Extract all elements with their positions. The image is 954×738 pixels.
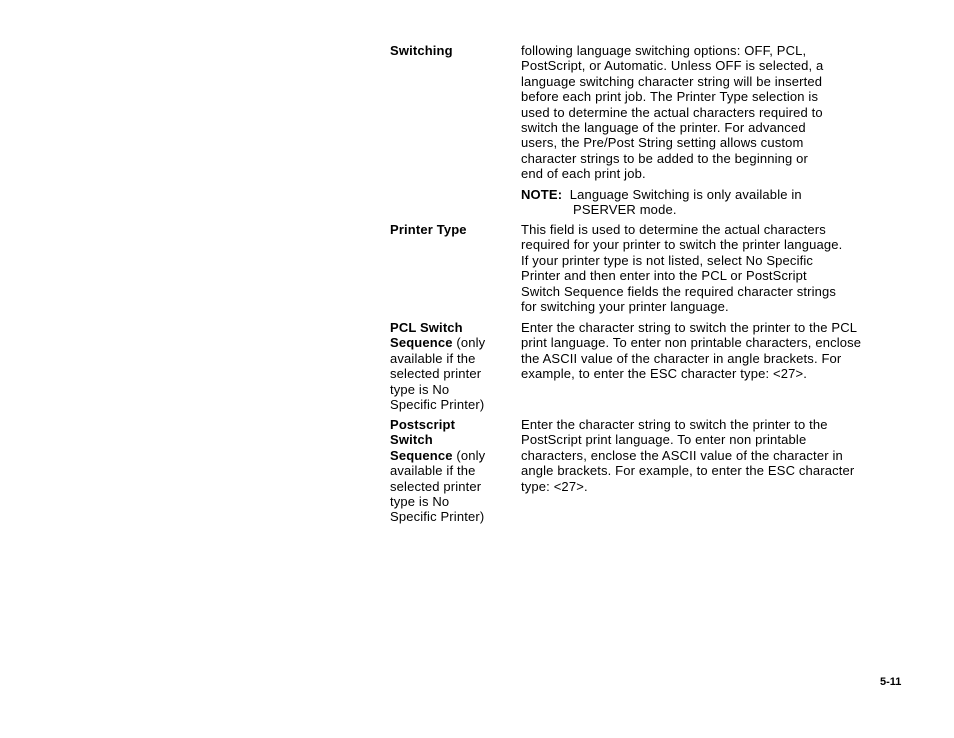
term-line: type is No: [390, 494, 450, 510]
desc-postscript-switch-sequence: [521, 417, 914, 494]
desc-line: users, the Pre/Post String setting allows custom: [521, 135, 804, 151]
term-pcl-switch-sequence: [390, 320, 508, 412]
term-line: [390, 417, 508, 432]
desc-line: before each print job. The Printer Type selection is: [521, 89, 819, 105]
note-line: [521, 187, 914, 202]
desc-line: type: <27>.: [521, 478, 588, 494]
desc-line: Printer and then enter into the PCL or PostScript: [521, 268, 807, 284]
desc-line: PostScript, or Automatic. Unless OFF is selected, a: [521, 58, 824, 74]
term-qualifier: (only: [452, 335, 486, 351]
term-line: selected printer: [390, 478, 482, 494]
desc-line: If your printer type is not listed, select No Specific: [521, 252, 814, 268]
note-switching: [521, 187, 914, 218]
term-label: Printer Type: [390, 222, 467, 237]
desc-line: PostScript print language. To enter non printable: [521, 432, 807, 448]
desc-line: example, to enter the ESC character type: <27>.: [521, 366, 807, 382]
term-printer-type: [390, 222, 508, 237]
desc-line: characters, enclose the ASCII value of the character in: [521, 447, 843, 463]
desc-printer-type: [521, 222, 914, 314]
desc-line: switch the language of the printer. For advanced: [521, 120, 806, 136]
term-line: Specific Printer): [390, 509, 485, 525]
term-label: Switch: [390, 432, 433, 448]
desc-line: This field is used to determine the actual characters: [521, 222, 826, 237]
desc-line: required for your printer to switch the printer language.: [521, 237, 843, 253]
desc-pcl-switch-sequence: [521, 320, 914, 382]
term-postscript-switch-sequence: [390, 417, 508, 525]
term-label: PCL Switch: [390, 320, 463, 335]
desc-line: character strings to be added to the beginning or: [521, 150, 809, 166]
desc-line: Enter the character string to switch the printer to the PCL: [521, 320, 858, 335]
term-line: [390, 448, 508, 463]
desc-line: end of each print job.: [521, 166, 646, 182]
desc-line: language switching character string will be inserted: [521, 73, 823, 89]
term-line: available if the: [390, 350, 476, 366]
term-switching: [390, 43, 508, 58]
term-line: [390, 335, 508, 350]
term-line: [390, 320, 508, 335]
term-label: Sequence: [390, 447, 453, 463]
term-label: Switching: [390, 43, 453, 58]
desc-line: print language. To enter non printable characters, enclose: [521, 335, 862, 351]
desc-line: the ASCII value of the character in angle brackets. For: [521, 350, 842, 366]
term-label: Sequence: [390, 335, 453, 351]
desc-switching: [521, 43, 914, 182]
term-qualifier: (only: [452, 447, 486, 463]
desc-line: Enter the character string to switch the printer to the: [521, 417, 828, 432]
desc-line: for switching your printer language.: [521, 299, 729, 315]
desc-line: Switch Sequence fields the required character strings: [521, 283, 837, 299]
note-label: NOTE:: [521, 187, 563, 202]
page-number: 5-11: [880, 676, 902, 688]
term-line: type is No: [390, 381, 450, 397]
term-line: Specific Printer): [390, 397, 485, 413]
note-text: Language Switching is only available in: [569, 187, 802, 202]
term-label: Postscript: [390, 417, 456, 432]
desc-line: following language switching options: OFF, PCL,: [521, 43, 807, 58]
note-text: PSERVER mode.: [573, 202, 677, 218]
desc-line: used to determine the actual characters required to: [521, 104, 823, 120]
term-line: [390, 432, 508, 447]
term-line: selected printer: [390, 366, 482, 382]
term-line: available if the: [390, 463, 476, 479]
desc-line: angle brackets. For example, to enter the ESC character: [521, 463, 855, 479]
